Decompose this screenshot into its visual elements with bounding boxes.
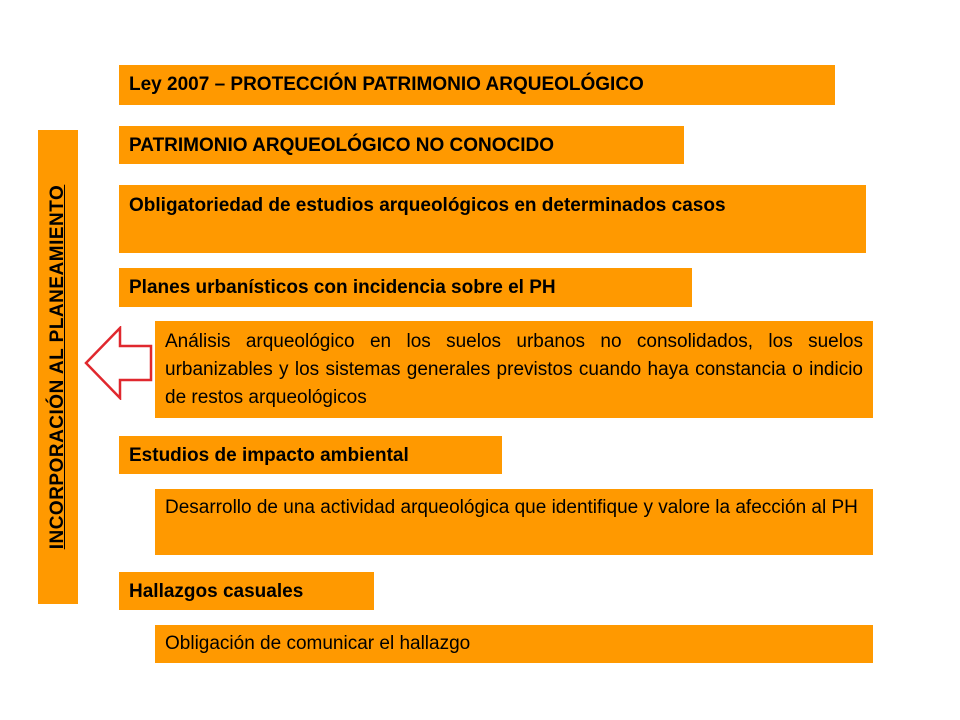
development-box: Desarrollo de una actividad arqueológica que identifique y valore la afección al PH: [155, 489, 873, 555]
law-box: Ley 2007 – PROTECCIÓN PATRIMONIO ARQUEOLÓGICO: [119, 65, 835, 105]
unknown-heritage-box: PATRIMONIO ARQUEOLÓGICO NO CONOCIDO: [119, 126, 684, 164]
urban-plans-box: Planes urbanísticos con incidencia sobre el PH: [119, 268, 692, 307]
communicate-box: Obligación de comunicar el hallazgo: [155, 625, 873, 663]
findings-box: Hallazgos casuales: [119, 572, 374, 610]
vertical-label: INCORPORACIÓN AL PLANEAMIENTO: [47, 184, 68, 550]
left-arrow-icon: [84, 326, 154, 400]
mandatory-studies-box: Obligatoriedad de estudios arqueológicos en determinados casos: [119, 185, 866, 253]
analysis-box: Análisis arqueológico en los suelos urbanos no consolidados, los suelos urbanizables y los sistemas generales previstos cuando haya constancia o indicio de restos arqueológicos: [155, 321, 873, 418]
impact-studies-box: Estudios de impacto ambiental: [119, 436, 502, 474]
